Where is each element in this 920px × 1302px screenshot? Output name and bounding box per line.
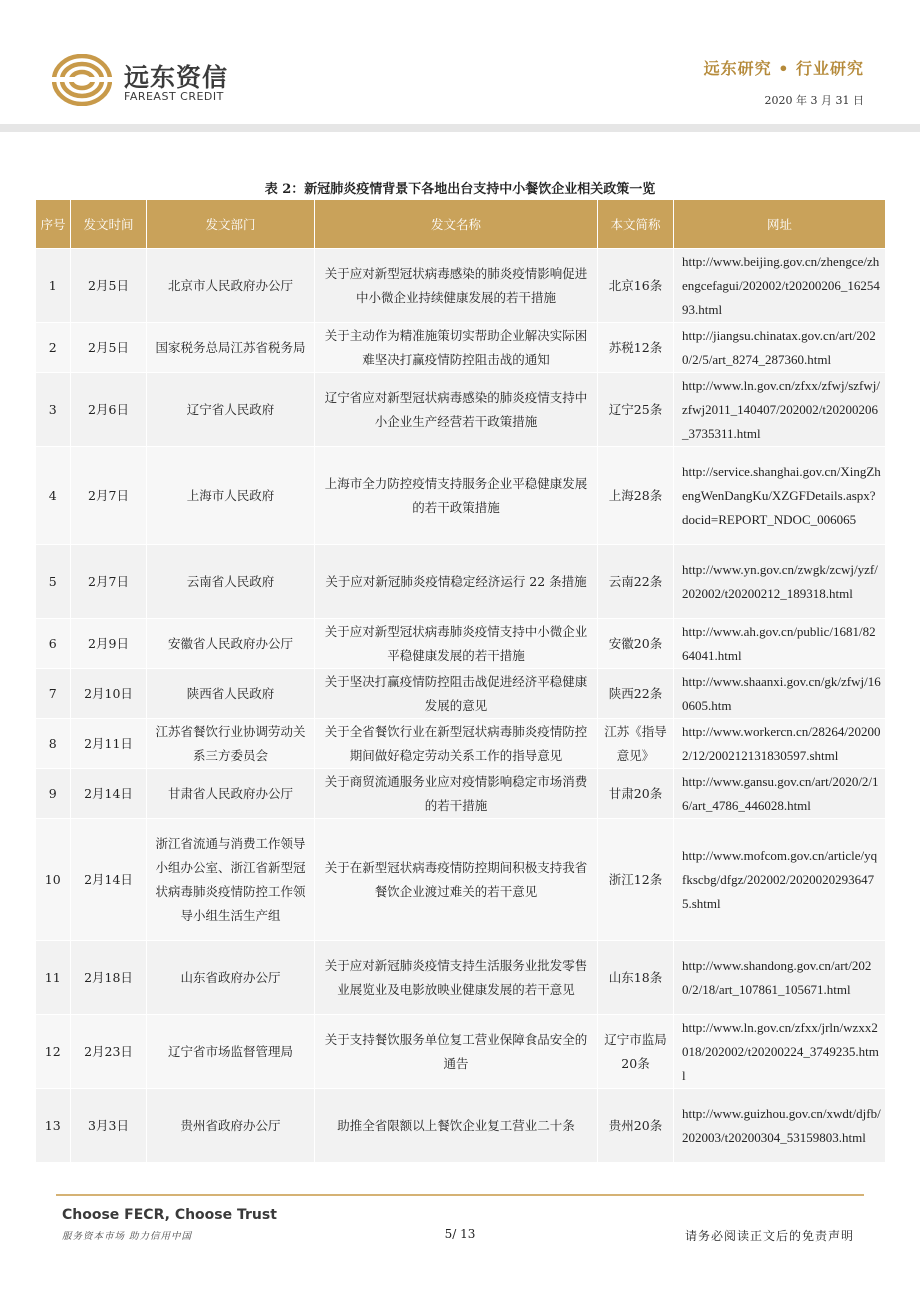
short-name: 江苏《指导意见》 [598, 719, 674, 769]
source-url[interactable]: http://www.mofcom.gov.cn/article/yqfkscbg/dfgz/202002/20200202936475.shtml [674, 819, 886, 941]
source-url[interactable]: http://www.shaanxi.gov.cn/gk/zfwj/160605.htm [674, 669, 886, 719]
row-number: 8 [36, 719, 71, 769]
footer-disclaimer: 请务必阅读正文后的免责声明 [684, 1229, 854, 1243]
document-title: 关于应对新型冠状病毒肺炎疫情支持中小微企业平稳健康发展的若干措施 [315, 619, 598, 669]
issue-date: 2月9日 [71, 619, 147, 669]
header-title: 发文名称 [315, 200, 598, 249]
row-number: 13 [36, 1089, 71, 1163]
source-url[interactable]: http://www.gansu.gov.cn/art/2020/2/16/art_4786_446028.html [674, 769, 886, 819]
logo-chinese-name: 远东资信 [124, 63, 229, 92]
footer-slogan: Choose FECR, Choose Trust [62, 1207, 277, 1223]
document-title: 助推全省限额以上餐饮企业复工营业二十条 [315, 1089, 598, 1163]
issue-date: 3月3日 [71, 1089, 147, 1163]
issue-date: 2月7日 [71, 545, 147, 619]
issue-date: 2月11日 [71, 719, 147, 769]
row-number: 9 [36, 769, 71, 819]
document-title: 上海市全力防控疫情支持服务企业平稳健康发展的若干政策措施 [315, 447, 598, 545]
issuing-department: 贵州省政府办公厅 [147, 1089, 315, 1163]
source-url[interactable]: http://www.shandong.gov.cn/art/2020/2/18/art_107861_105671.html [674, 941, 886, 1015]
issue-date: 2月7日 [71, 447, 147, 545]
issue-date: 2月23日 [71, 1015, 147, 1089]
document-title: 关于商贸流通服务业应对疫情影响稳定市场消费的若干措施 [315, 769, 598, 819]
document-title: 关于全省餐饮行业在新型冠状病毒肺炎疫情防控期间做好稳定劳动关系工作的指导意见 [315, 719, 598, 769]
row-number: 2 [36, 323, 71, 373]
footer-tagline: 服务资本市场 助力信用中国 [62, 1231, 193, 1242]
issue-date: 2月10日 [71, 669, 147, 719]
logo-english-name: FAREAST CREDIT [124, 90, 224, 103]
table-row [36, 447, 886, 545]
issuing-department: 云南省人民政府 [147, 545, 315, 619]
table-row [36, 941, 886, 1015]
issuing-department: 江苏省餐饮行业协调劳动关系三方委员会 [147, 719, 315, 769]
issuing-department: 甘肃省人民政府办公厅 [147, 769, 315, 819]
short-name: 浙江12条 [598, 819, 674, 941]
footer-divider [56, 1194, 864, 1196]
table-row [36, 669, 886, 719]
short-name: 苏税12条 [598, 323, 674, 373]
header-short: 本文简称 [598, 200, 674, 249]
row-number: 4 [36, 447, 71, 545]
table-row [36, 323, 886, 373]
document-title: 关于主动作为精准施策切实帮助企业解决实际困难坚决打赢疫情防控阻击战的通知 [315, 323, 598, 373]
short-name: 贵州20条 [598, 1089, 674, 1163]
source-url[interactable]: http://jiangsu.chinatax.gov.cn/art/2020/2/5/art_8274_287360.html [674, 323, 886, 373]
report-date: 2020 年 3 月 31 日 [764, 94, 864, 107]
page-number: 5/ 13 [444, 1227, 476, 1241]
issuing-department: 国家税务总局江苏省税务局 [147, 323, 315, 373]
document-title: 关于应对新冠肺炎疫情支持生活服务业批发零售业展览业及电影放映业健康发展的若干意见 [315, 941, 598, 1015]
header-url: 网址 [674, 200, 886, 249]
issue-date: 2月5日 [71, 323, 147, 373]
row-number: 5 [36, 545, 71, 619]
document-title: 关于支持餐饮服务单位复工营业保障食品安全的通告 [315, 1015, 598, 1089]
document-title: 关于应对新型冠状病毒感染的肺炎疫情影响促进中小微企业持续健康发展的若干措施 [315, 249, 598, 323]
short-name: 上海28条 [598, 447, 674, 545]
table-row [36, 1089, 886, 1163]
fareast-logo-icon [52, 54, 112, 106]
header-dept: 发文部门 [147, 200, 315, 249]
short-name: 陕西22条 [598, 669, 674, 719]
source-url[interactable]: http://www.ah.gov.cn/public/1681/8264041.html [674, 619, 886, 669]
source-url[interactable]: http://www.beijing.gov.cn/zhengce/zhengcefagui/202002/t20200206_1625493.html [674, 249, 886, 323]
header-date: 发文时间 [71, 200, 147, 249]
row-number: 10 [36, 819, 71, 941]
header-no: 序号 [36, 200, 71, 249]
source-url[interactable]: http://service.shanghai.gov.cn/XingZhengWenDangKu/XZGFDetails.aspx?docid=REPORT_NDOC_006065 [674, 447, 886, 545]
source-url[interactable]: http://www.yn.gov.cn/zwgk/zcwj/yzf/202002/t20200212_189318.html [674, 545, 886, 619]
source-url[interactable]: http://www.workercn.cn/28264/202002/12/200212131830597.shtml [674, 719, 886, 769]
issuing-department: 浙江省流通与消费工作领导小组办公室、浙江省新型冠状病毒肺炎疫情防控工作领导小组生活生产组 [147, 819, 315, 941]
issue-date: 2月14日 [71, 769, 147, 819]
source-url[interactable]: http://www.ln.gov.cn/zfxx/jrln/wzxx2018/202002/t20200224_3749235.html [674, 1015, 886, 1089]
issuing-department: 辽宁省市场监督管理局 [147, 1015, 315, 1089]
row-number: 6 [36, 619, 71, 669]
table-caption: 表 2：新冠肺炎疫情背景下各地出台支持中小餐饮企业相关政策一览 [264, 182, 656, 197]
issuing-department: 上海市人民政府 [147, 447, 315, 545]
document-title: 辽宁省应对新型冠状病毒感染的肺炎疫情支持中小企业生产经营若干政策措施 [315, 373, 598, 447]
issue-date: 2月14日 [71, 819, 147, 941]
issue-date: 2月5日 [71, 249, 147, 323]
issue-date: 2月18日 [71, 941, 147, 1015]
short-name: 安徽20条 [598, 619, 674, 669]
issuing-department: 山东省政府办公厅 [147, 941, 315, 1015]
issuing-department: 北京市人民政府办公厅 [147, 249, 315, 323]
table-header-row [36, 200, 886, 249]
report-series: 远东研究 • 行业研究 [703, 59, 864, 78]
document-title: 关于应对新冠肺炎疫情稳定经济运行 22 条措施 [315, 545, 598, 619]
document-title: 关于坚决打赢疫情防控阻击战促进经济平稳健康发展的意见 [315, 669, 598, 719]
short-name: 山东18条 [598, 941, 674, 1015]
table-row [36, 373, 886, 447]
short-name: 甘肃20条 [598, 769, 674, 819]
table-row [36, 545, 886, 619]
short-name: 辽宁市监局20条 [598, 1015, 674, 1089]
table-row [36, 249, 886, 323]
issue-date: 2月6日 [71, 373, 147, 447]
table-row [36, 1015, 886, 1089]
source-url[interactable]: http://www.ln.gov.cn/zfxx/zfwj/szfwj/zfwj2011_140407/202002/t20200206_3735311.html [674, 373, 886, 447]
short-name: 云南22条 [598, 545, 674, 619]
table-row [36, 769, 886, 819]
row-number: 7 [36, 669, 71, 719]
table-row [36, 719, 886, 769]
document-title: 关于在新型冠状病毒疫情防控期间积极支持我省餐饮企业渡过难关的若干意见 [315, 819, 598, 941]
table-row [36, 619, 886, 669]
issuing-department: 陕西省人民政府 [147, 669, 315, 719]
issuing-department: 安徽省人民政府办公厅 [147, 619, 315, 669]
table-row [36, 819, 886, 941]
header-divider [0, 124, 920, 132]
issuing-department: 辽宁省人民政府 [147, 373, 315, 447]
source-url[interactable]: http://www.guizhou.gov.cn/xwdt/djfb/202003/t20200304_53159803.html [674, 1089, 886, 1163]
page-header [0, 0, 920, 130]
short-name: 辽宁25条 [598, 373, 674, 447]
row-number: 3 [36, 373, 71, 447]
short-name: 北京16条 [598, 249, 674, 323]
row-number: 1 [36, 249, 71, 323]
row-number: 11 [36, 941, 71, 1015]
row-number: 12 [36, 1015, 71, 1089]
policy-table [35, 199, 886, 1163]
